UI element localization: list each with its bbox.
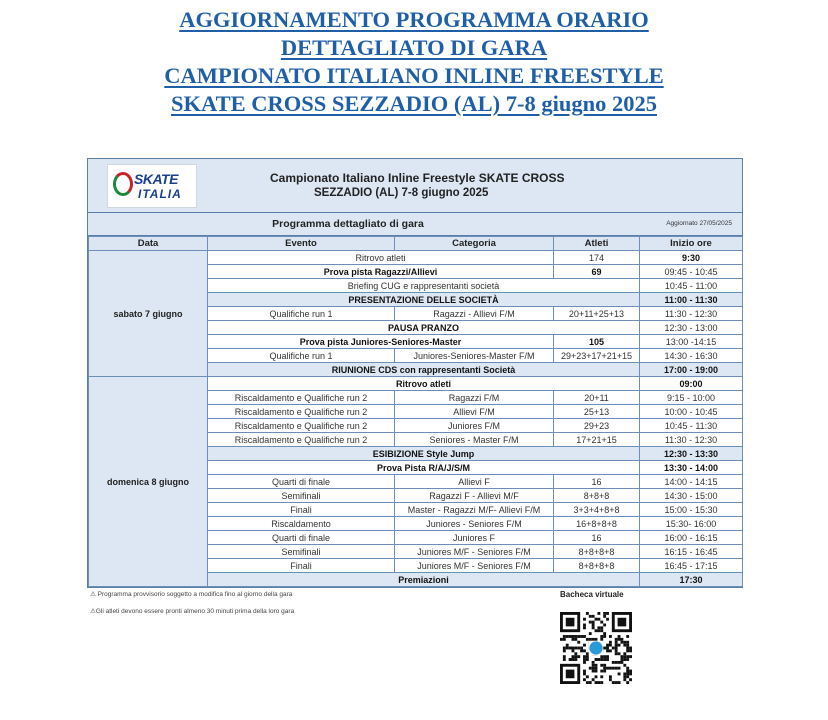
athletes-cell: 16+8+8+8 — [554, 517, 640, 531]
start-time-cell: 13:00 -14:15 — [640, 335, 743, 349]
start-time-cell: 9:30 — [640, 251, 743, 265]
event-cell: Riscaldamento e Qualifiche run 2 — [208, 419, 395, 433]
event-cell: Finali — [208, 559, 395, 573]
event-cell: Semifinali — [208, 489, 395, 503]
col-event: Evento — [208, 237, 395, 251]
event-cell: Quarti di finale — [208, 531, 395, 545]
category-cell: Juniores - Seniores F/M — [395, 517, 554, 531]
category-cell: Allievi F/M — [395, 405, 554, 419]
start-time-cell: 14:30 - 16:30 — [640, 349, 743, 363]
athletes-cell: 20+11 — [554, 391, 640, 405]
start-time-cell: 17:00 - 19:00 — [640, 363, 743, 377]
athletes-cell: 105 — [554, 335, 640, 349]
athletes-cell: 29+23 — [554, 419, 640, 433]
category-cell: Allievi F — [395, 475, 554, 489]
start-time-cell: 10:45 - 11:30 — [640, 419, 743, 433]
start-time-cell: 14:00 - 14:15 — [640, 475, 743, 489]
event-cell: ESIBIZIONE Style Jump — [208, 447, 640, 461]
table-row — [89, 377, 743, 391]
event-cell: Riscaldamento e Qualifiche run 2 — [208, 433, 395, 447]
logo-text-italia: ITALIA — [138, 187, 182, 201]
category-cell: Ragazzi - Allievi F/M — [395, 307, 554, 321]
schedule-sheet — [87, 158, 743, 588]
event-cell: Prova pista Juniores-Seniores-Master — [208, 335, 554, 349]
logo-ring-icon — [113, 172, 133, 196]
event-cell: PAUSA PRANZO — [208, 321, 640, 335]
bacheca-label: Bacheca virtuale — [560, 590, 624, 599]
event-cell: Ritrovo atleti — [208, 251, 554, 265]
event-cell: Semifinali — [208, 545, 395, 559]
note-ready: ⚠Gli atleti devono essere pronti almeno 30 minuti prima della loro gara — [90, 608, 295, 615]
category-cell: Juniores M/F - Seniores F/M — [395, 545, 554, 559]
start-time-cell: 15:00 - 15:30 — [640, 503, 743, 517]
start-time-cell: 12:30 - 13:30 — [640, 447, 743, 461]
day-label: domenica 8 giugno — [89, 377, 208, 587]
updated-date: Aggiornato 27/05/2025 — [666, 220, 732, 227]
event-cell: PRESENTAZIONE DELLE SOCIETÀ — [208, 293, 640, 307]
table-header-row — [89, 237, 743, 251]
sheet-title: Campionato Italiano Inline Freestyle SKATE CROSS — [270, 171, 565, 185]
category-cell: Master - Ragazzi M/F- Allievi F/M — [395, 503, 554, 517]
category-cell: Juniores F/M — [395, 419, 554, 433]
athletes-cell: 8+8+8+8 — [554, 545, 640, 559]
col-date: Data — [89, 237, 208, 251]
note-provisional: ⚠ Programma provvisorio soggetto a modifica fino al giorno della gara — [90, 591, 293, 598]
start-time-cell: 12:30 - 13:00 — [640, 321, 743, 335]
athletes-cell: 16 — [554, 475, 640, 489]
category-cell: Juniores-Seniores-Master F/M — [395, 349, 554, 363]
event-cell: Prova pista Ragazzi/Allievi — [208, 265, 554, 279]
athletes-cell: 16 — [554, 531, 640, 545]
start-time-cell: 10:00 - 10:45 — [640, 405, 743, 419]
start-time-cell: 16:00 - 16:15 — [640, 531, 743, 545]
logo-text-skate: SKATE — [134, 171, 178, 187]
start-time-cell: 11:30 - 12:30 — [640, 307, 743, 321]
table-body — [89, 251, 743, 587]
headline-line-3: CAMPIONATO ITALIANO INLINE FREESTYLE — [164, 63, 664, 88]
col-start: Inizio ore — [640, 237, 743, 251]
day-label: sabato 7 giugno — [89, 251, 208, 377]
event-cell: Riscaldamento — [208, 517, 395, 531]
athletes-cell: 20+11+25+13 — [554, 307, 640, 321]
athletes-cell: 17+21+15 — [554, 433, 640, 447]
category-cell: Seniores - Master F/M — [395, 433, 554, 447]
event-cell: Finali — [208, 503, 395, 517]
headline-line-4: SKATE CROSS SEZZADIO (AL) 7-8 giugno 2025 — [171, 91, 657, 116]
headline — [0, 6, 828, 118]
telegram-icon — [589, 641, 602, 654]
start-time-cell: 17:30 — [640, 573, 743, 587]
event-cell: Briefing CUG e rappresentanti società — [208, 279, 640, 293]
start-time-cell: 11:00 - 11:30 — [640, 293, 743, 307]
sheet-header — [88, 159, 742, 213]
event-cell: Ritrovo atleti — [208, 377, 640, 391]
event-cell: Premiazioni — [208, 573, 640, 587]
athletes-cell: 29+23+17+21+15 — [554, 349, 640, 363]
category-cell: Juniores M/F - Seniores F/M — [395, 559, 554, 573]
program-title: Programma dettagliato di gara — [272, 218, 424, 230]
category-cell: Juniores F — [395, 531, 554, 545]
sheet-subtitle: SEZZADIO (AL) 7-8 giugno 2025 — [314, 187, 489, 199]
event-cell: Riscaldamento e Qualifiche run 2 — [208, 405, 395, 419]
col-athletes: Atleti — [554, 237, 640, 251]
headline-line-2: DETTAGLIATO DI GARA — [280, 35, 548, 60]
event-cell: Qualifiche run 1 — [208, 349, 395, 363]
event-cell: Quarti di finale — [208, 475, 395, 489]
start-time-cell: 14:30 - 15:00 — [640, 489, 743, 503]
event-cell: RIUNIONE CDS con rappresentanti Società — [208, 363, 640, 377]
athletes-cell: 8+8+8 — [554, 489, 640, 503]
category-cell: Ragazzi F/M — [395, 391, 554, 405]
start-time-cell: 11:30 - 12:30 — [640, 433, 743, 447]
event-cell: Prova Pista R/A/J/S/M — [208, 461, 640, 475]
skate-italia-logo — [107, 164, 197, 208]
schedule-table — [88, 236, 743, 587]
start-time-cell: 09:00 — [640, 377, 743, 391]
start-time-cell: 13:30 - 14:00 — [640, 461, 743, 475]
athletes-cell: 69 — [554, 265, 640, 279]
table-row — [89, 251, 743, 265]
event-cell: Qualifiche run 1 — [208, 307, 395, 321]
col-category: Categoria — [395, 237, 554, 251]
program-bar — [88, 213, 742, 236]
start-time-cell: 9:15 - 10:00 — [640, 391, 743, 405]
start-time-cell: 16:45 - 17:15 — [640, 559, 743, 573]
athletes-cell: 8+8+8+8 — [554, 559, 640, 573]
start-time-cell: 10:45 - 11:00 — [640, 279, 743, 293]
event-cell: Riscaldamento e Qualifiche run 2 — [208, 391, 395, 405]
athletes-cell: 25+13 — [554, 405, 640, 419]
qr-code-icon[interactable] — [560, 612, 632, 684]
headline-line-1: AGGIORNAMENTO PROGRAMMA ORARIO — [179, 7, 649, 32]
start-time-cell: 15:30- 16:00 — [640, 517, 743, 531]
athletes-cell: 174 — [554, 251, 640, 265]
athletes-cell: 3+3+4+8+8 — [554, 503, 640, 517]
category-cell: Ragazzi F - Allievi M/F — [395, 489, 554, 503]
start-time-cell: 09:45 - 10:45 — [640, 265, 743, 279]
start-time-cell: 16:15 - 16:45 — [640, 545, 743, 559]
